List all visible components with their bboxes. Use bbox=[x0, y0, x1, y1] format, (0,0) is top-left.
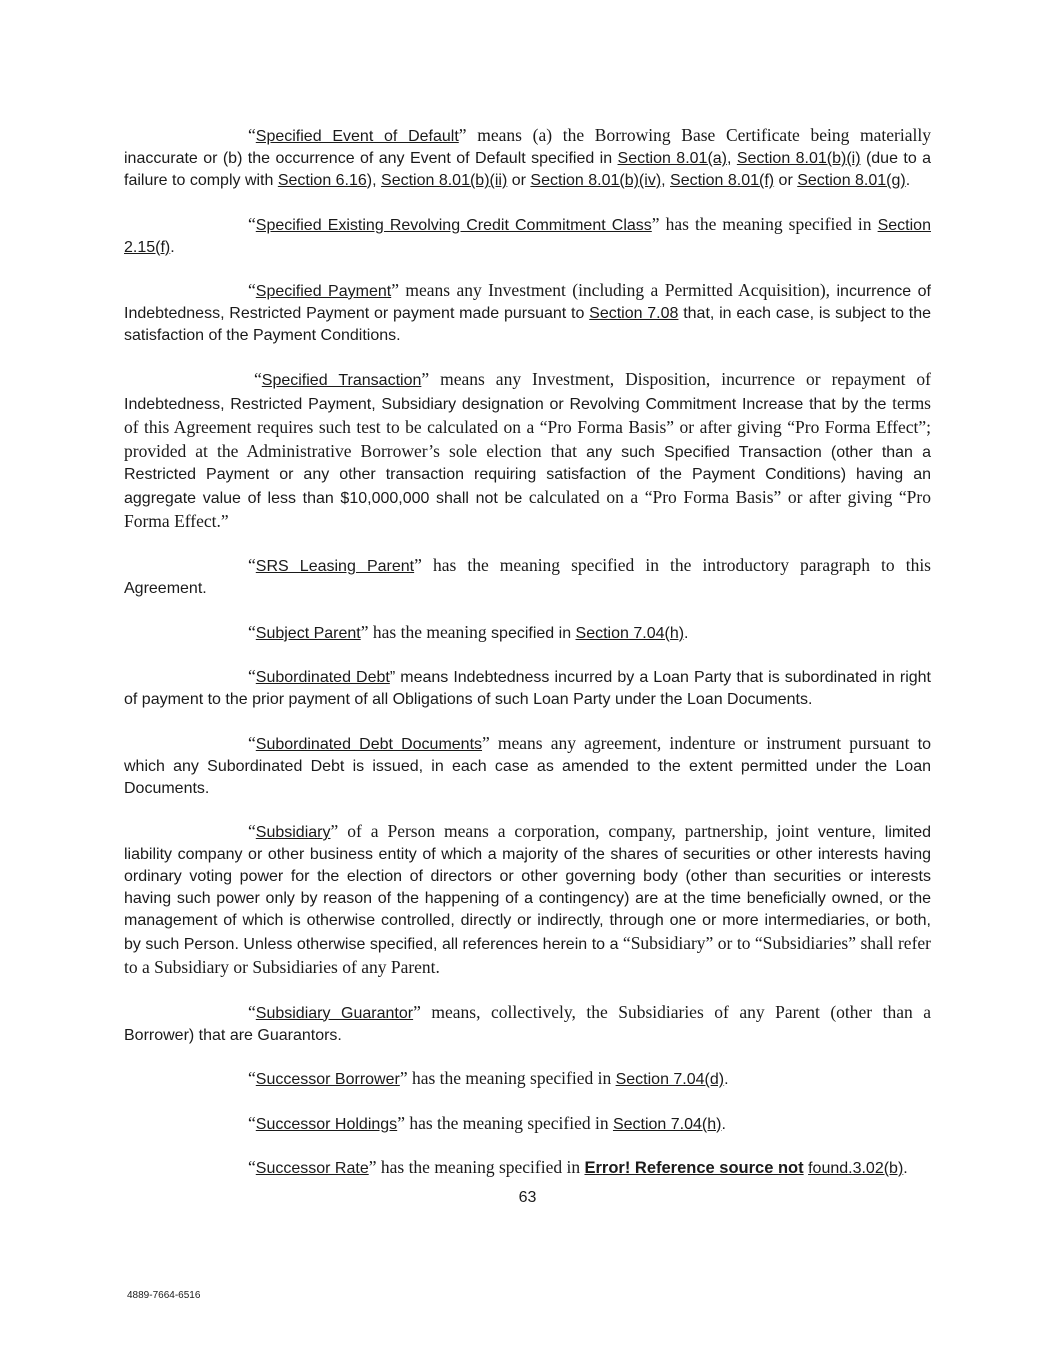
definition-text: ” means (a) the Borrowing Base Certificate being materially bbox=[458, 125, 931, 145]
definition-text: , bbox=[727, 150, 737, 167]
section-reference: Section 8.01(g) bbox=[797, 172, 906, 189]
definition-text: “ bbox=[248, 280, 256, 300]
definition-text: venture, limited liability company or other business entity of which a majority of the shares of securities or other interests having ordinary voting power for the election of directors or other governing body (other than securities or interests having such power only by reason of the happening of a contingency) are at the time beneficially owned, or the management of which is otherwise controlled, directly or indirectly, through one or more intermediaries, or both, by such Person. Unless otherwise specified, all references herein to a bbox=[124, 824, 931, 953]
defined-term: Subordinated Debt Documents bbox=[255, 735, 483, 753]
definition-text: (due to a failure to comply with bbox=[124, 150, 932, 189]
definition-text: “ bbox=[248, 1112, 256, 1133]
section-reference: found.3.02(b) bbox=[808, 1160, 904, 1177]
definition-paragraph bbox=[124, 1001, 931, 1047]
page-number: 63 bbox=[518, 1189, 537, 1206]
definition-text: “ bbox=[248, 1068, 256, 1088]
defined-term: Specified Transaction bbox=[261, 371, 422, 389]
definition-text: . bbox=[684, 624, 689, 642]
definition-text: to which any Subordinated Debt is issued, in each case as amended to the extent permitted under the Loan Documents. bbox=[124, 735, 931, 797]
defined-term: Subsidiary Guarantor bbox=[255, 1004, 414, 1022]
defined-term: Successor Borrower bbox=[255, 1071, 400, 1088]
definition-text: ” means Indebtedness incurred by a Loan Party that is subordinated in right of payment to the prior payment of all Obligations of such Loan Party under the Loan Documents. bbox=[124, 669, 931, 708]
definition-text: incurrence of Indebtedness, Restricted Payment or payment made pursuant to bbox=[124, 283, 932, 322]
definition-text: Borrower) that are Guarantors. bbox=[124, 1026, 342, 1044]
definition-text: “ bbox=[248, 732, 256, 753]
definition-text: inaccurate or (b) the occurrence of any Event of Default specified in bbox=[124, 150, 618, 167]
definition-text: . bbox=[724, 1071, 729, 1088]
definition-text: “ bbox=[248, 125, 256, 145]
definition-text: “ bbox=[254, 368, 262, 389]
section-reference: Section 6.16 bbox=[277, 172, 367, 189]
definition-text: . bbox=[903, 1160, 908, 1177]
definition-text: calculated on a “Pro Forma Basis” or after giving “Pro Forma Effect.” bbox=[124, 486, 931, 531]
definition-paragraph bbox=[124, 368, 931, 534]
definition-text: “Subsidiary” or to “Subsidiaries” shall refer to a Subsidiary or Subsidiaries of any Parent. bbox=[124, 933, 931, 977]
definition-text: “ bbox=[248, 821, 256, 841]
definition-paragraph bbox=[124, 1156, 931, 1180]
section-reference: Section 8.01(f) bbox=[670, 172, 775, 189]
section-reference: Section 7.04(d) bbox=[615, 1071, 725, 1088]
definitions-section bbox=[124, 124, 931, 1201]
section-reference: Section 2.15(f) bbox=[124, 216, 931, 256]
definition-paragraph bbox=[124, 732, 931, 800]
definition-text: ” means any agreement, indenture or instrument pursuant bbox=[482, 732, 910, 753]
defined-term: Successor Rate bbox=[255, 1160, 369, 1177]
definition-text: ” means any Investment (including a Permitted Acquisition), bbox=[391, 280, 831, 300]
section-reference: Section 8.01(b)(ii) bbox=[381, 172, 508, 189]
definition-text: ” has the meaning specified in bbox=[368, 1157, 585, 1177]
section-reference: Section 7.04(h) bbox=[612, 1115, 722, 1133]
definition-paragraph bbox=[124, 213, 931, 259]
definition-paragraph bbox=[124, 1067, 931, 1091]
section-reference: Section 8.01(a) bbox=[617, 150, 727, 167]
definition-text: “ bbox=[248, 555, 256, 575]
definition-text: ” has the meaning bbox=[360, 621, 487, 642]
definition-text: ” has the meaning specified in bbox=[399, 1068, 616, 1088]
section-reference: Section 7.04(h) bbox=[575, 624, 685, 642]
definition-text: “ bbox=[248, 621, 256, 642]
definition-text: ” of a Person means a corporation, company, partnership, joint bbox=[330, 821, 809, 841]
definition-text: specified in bbox=[486, 624, 576, 642]
definition-text: ” has the meaning specified in the introductory paragraph to this bbox=[414, 555, 931, 575]
definition-paragraph bbox=[124, 665, 931, 711]
definition-paragraph bbox=[124, 621, 931, 645]
defined-term: Specified Existing Revolving Credit Commitment Class bbox=[255, 216, 652, 234]
definition-text: “ bbox=[248, 1001, 256, 1022]
definition-paragraph bbox=[124, 279, 931, 347]
definition-text: any such Specified Transaction (other than a Restricted Payment or any other transaction requiring satisfaction of the Payment Conditions) having an aggregate value of less than $10,000,000 shall not be bbox=[124, 443, 932, 507]
definition-text: . bbox=[170, 238, 175, 256]
definition-paragraph bbox=[124, 820, 931, 980]
definition-paragraph bbox=[124, 124, 931, 192]
definition-text: or bbox=[774, 172, 798, 189]
definition-text: ” has the meaning specified in bbox=[397, 1112, 613, 1133]
section-reference: Section 8.01(b)(i) bbox=[736, 150, 861, 167]
definition-paragraph bbox=[124, 1112, 931, 1136]
definition-paragraph bbox=[124, 554, 931, 600]
section-reference: Section 8.01(b)(iv) bbox=[530, 172, 662, 189]
definition-text: ), bbox=[366, 172, 382, 189]
definition-text: or bbox=[507, 172, 531, 189]
section-reference: Section 7.08 bbox=[589, 305, 679, 322]
defined-term: Subject Parent bbox=[255, 624, 361, 642]
defined-term: Successor Holdings bbox=[255, 1115, 398, 1133]
defined-term: Specified Event of Default bbox=[255, 128, 459, 145]
defined-term: Subordinated Debt bbox=[255, 669, 390, 686]
definition-text: , bbox=[661, 172, 671, 189]
definition-text: ” means, collectively, the Subsidiaries of any Parent (other than a bbox=[413, 1001, 932, 1022]
definition-text: ” means any Investment, Disposition, incurrence or repayment of bbox=[421, 368, 931, 389]
definition-text: terms of this Agreement requires such test to be calculated on a “Pro Forma Basis” or after giving “Pro Forma Effect”; provided at the Administrative Borrower’s sole election that bbox=[124, 392, 931, 461]
definition-text: ” has the meaning specified in bbox=[651, 213, 872, 234]
definition-text: that, in each case, is subject to the satisfaction of the Payment Conditions. bbox=[124, 305, 932, 344]
defined-term: Specified Payment bbox=[255, 283, 392, 300]
section-reference: Error! Reference source not bbox=[584, 1159, 804, 1177]
document-id: 4889-7664-6516 bbox=[127, 1290, 201, 1301]
definition-text: . bbox=[721, 1115, 726, 1133]
defined-term: Subsidiary bbox=[255, 824, 331, 841]
definition-text: “ bbox=[248, 666, 256, 686]
defined-term: SRS Leasing Parent bbox=[255, 558, 415, 575]
definition-text: Agreement. bbox=[124, 580, 207, 597]
definition-text: Indebtedness, Restricted Payment, Subsidiary designation or Revolving Commitment Increase that by the bbox=[124, 395, 887, 413]
definition-text: . bbox=[905, 172, 911, 189]
definition-text: “ bbox=[248, 1157, 256, 1177]
definition-text: “ bbox=[248, 213, 256, 234]
